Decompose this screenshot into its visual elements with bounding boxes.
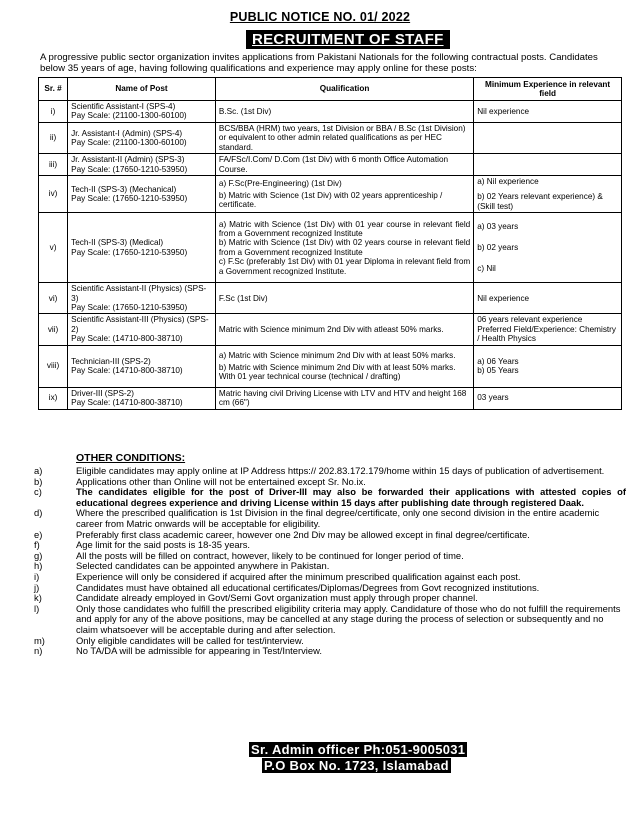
column-header-post: Name of Post [68, 78, 216, 101]
condition-letter: b) [34, 475, 43, 487]
condition-letter: a) [34, 465, 43, 476]
row-post-cell [68, 213, 216, 283]
condition-letter: k) [34, 592, 42, 604]
qualification-text: a) Matric with Science (1st Div) with 01 year course in relevant field from a Government recognized Institute [218, 219, 471, 238]
condition-text: Age limit for the said posts is 18-35 years. [76, 539, 251, 551]
row-experience-cell [474, 122, 622, 153]
qualification-text: Matric with Science minimum 2nd Div with atleast 50% marks. [218, 324, 444, 334]
row-post-cell [68, 314, 216, 345]
row-qualification-cell [215, 213, 473, 283]
row-sr-cell: ii) [39, 122, 68, 153]
condition-letter: n) [34, 645, 43, 657]
condition-text: Only eligible candidates will be called for test/interview. [76, 634, 304, 646]
condition-item [34, 466, 626, 477]
experience-text: a) Nil experience [477, 177, 539, 187]
condition-text: Candidate already employed in Govt/Semi Govt organization must apply through proper channel. [76, 592, 478, 604]
posts-table [38, 77, 622, 410]
row-qualification-cell [215, 122, 473, 153]
qualification-text: c) F.Sc (preferably 1st Div) with 01 year Diploma in relevant field from a Government recognized Institute. [218, 257, 471, 276]
qualification-text: F.Sc (1st Div) [218, 293, 268, 303]
qualification-text: a) F.Sc(Pre-Engineering) (1st Div) [218, 178, 342, 188]
experience-text: Nil experience [477, 293, 530, 303]
condition-letter: h) [34, 560, 43, 572]
table-row [39, 122, 622, 153]
experience-text: a) 03 years [477, 221, 519, 231]
row-qualification-cell [215, 345, 473, 387]
row-qualification-cell [215, 154, 473, 176]
post-name: Driver-III (SPS-2) [71, 388, 134, 398]
condition-letter: d) [34, 507, 43, 519]
condition-letter: e) [34, 528, 43, 540]
condition-item [34, 646, 626, 657]
post-name: Jr. Assistant-I (Admin) (SPS-4) [71, 128, 183, 138]
row-experience-cell [474, 345, 622, 387]
row-post-cell [68, 101, 216, 123]
table-row [39, 387, 622, 409]
post-name: Tech-II (SPS-3) (Medical) [71, 238, 164, 248]
qualification-text: BCS/BBA (HRM) two years, 1st Division or BBA / B.Sc (1st Division) or equivalent to other admin related qualifications as per HEC standard. [218, 123, 466, 152]
row-sr-cell: iv) [39, 176, 68, 213]
condition-text: Preferably first class academic career, however one 2nd Div may be allowed except in final degree/certificate. [76, 528, 530, 540]
table-row [39, 176, 622, 213]
pay-scale: Pay Scale: (17650-1210-53950) [71, 247, 188, 257]
qualification-text: FA/FSc/I.Com/ D.Com (1st Div) with 6 month Office Automation Course. [218, 155, 449, 174]
condition-letter: g) [34, 549, 43, 561]
table-row [39, 213, 622, 283]
row-experience-cell [474, 213, 622, 283]
table-row [39, 154, 622, 176]
intro-paragraph: A progressive public sector organization invites applications from Pakistani Nationals for the following contractual posts. Candidates below 35 years of age, having following qualifications and experience may apply online for these posts: [40, 52, 598, 74]
qualification-text: Matric having civil Driving License with LTV and HTV and height 168 cm (66") [218, 388, 467, 408]
row-post-cell [68, 122, 216, 153]
pay-scale: Pay Scale: (17650-1210-53950) [71, 164, 188, 174]
table-header-row [39, 78, 622, 101]
row-qualification-cell [215, 387, 473, 409]
condition-letter: f) [34, 539, 40, 551]
post-name: Scientific Assistant-III (Physics) (SPS-2) [71, 315, 209, 334]
row-experience-cell [474, 101, 622, 123]
post-name: Scientific Assistant-I (SPS-4) [71, 102, 176, 111]
row-qualification-cell [215, 314, 473, 345]
row-sr-cell: iii) [39, 154, 68, 176]
post-name: Scientific Assistant-II (Physics) (SPS-3) [71, 284, 207, 303]
row-sr-cell: v) [39, 213, 68, 283]
condition-item [34, 487, 626, 508]
table-row [39, 101, 622, 123]
row-experience-cell [474, 314, 622, 345]
experience-text: Nil experience [477, 106, 530, 116]
conditions-list [34, 466, 626, 657]
qualification-text: B.Sc. (1st Div) [218, 106, 272, 116]
post-name: Technician-III (SPS-2) [71, 356, 151, 366]
condition-text: Where the prescribed qualification is 1st Division in the final degree/certificate, only one second division in the entire academic career from Matric onwards will be acceptable for eligibility. [76, 507, 600, 529]
condition-text: Experience will only be considered if acquired after the minimum prescribed qualification against each post. [76, 570, 521, 582]
row-sr-cell: i) [39, 101, 68, 123]
pay-scale: Pay Scale: (14710-800-38710) [71, 398, 183, 408]
post-name: Tech-II (SPS-3) (Mechanical) [71, 184, 177, 194]
condition-letter: l) [34, 602, 40, 614]
row-post-cell [68, 176, 216, 213]
condition-text: Selected candidates can be appointed anywhere in Pakistan. [76, 560, 330, 572]
contact-address: P.O Box No. 1723, Islamabad [264, 758, 449, 773]
condition-item [34, 572, 626, 583]
column-header-sr: Sr. # [39, 78, 68, 101]
row-experience-cell [474, 387, 622, 409]
row-qualification-cell [215, 101, 473, 123]
pay-scale: Pay Scale: (14710-800-38710) [71, 366, 183, 376]
condition-text: The candidates eligible for the post of Driver-III may also be forwarded their applications with attested copies of educational degrees experience and driving License within 15 days after publishing date through registered Daak. [76, 486, 626, 508]
experience-text: 06 years relevant experience Preferred Field/Experience: Chemistry / Health Physics [477, 315, 617, 344]
row-sr-cell: viii) [39, 345, 68, 387]
contact-phone: Sr. Admin officer Ph:051-9005031 [251, 742, 466, 757]
row-sr-cell: vi) [39, 283, 68, 314]
condition-text: No TA/DA will be admissible for appearing in Test/Interview. [76, 645, 322, 657]
condition-item [34, 604, 626, 636]
condition-text: Candidates must have obtained all educational certificates/Diplomas/Degrees from Govt recognized institutions. [76, 581, 540, 593]
condition-letter: i) [34, 570, 40, 582]
row-experience-cell [474, 176, 622, 213]
condition-letter: c) [34, 486, 42, 498]
row-experience-cell [474, 283, 622, 314]
pay-scale: Pay Scale: (21100-1300-60100) [71, 111, 187, 121]
experience-text: a) 06 Years [477, 356, 519, 366]
row-post-cell [68, 387, 216, 409]
pay-scale: Pay Scale: (17650-1210-53950) [71, 194, 188, 204]
condition-text: Only those candidates who fulfill the prescribed eligibility criteria may apply. Candidature of those who do not fulfill the requirements and apply for any of the above positions, may be cancelled at any stage during the process of selection or subsequently and no claim whatsoever will be acceptable during and after selection. [76, 602, 621, 635]
experience-text: 03 years [477, 393, 509, 403]
table-row [39, 283, 622, 314]
page-title: RECRUITMENT OF STAFF [246, 30, 450, 49]
row-post-cell [68, 154, 216, 176]
condition-text: Applications other than Online will not be entertained except Sr. No.ix. [76, 475, 366, 487]
condition-item [34, 508, 626, 529]
notice-number: PUBLIC NOTICE NO. 01/ 2022 [229, 10, 411, 24]
row-sr-cell: ix) [39, 387, 68, 409]
pay-scale: Pay Scale: (21100-1300-60100) [71, 137, 187, 147]
condition-letter: m) [34, 634, 45, 646]
condition-text: All the posts will be filled on contract, however, likely to be continued for longer period of time. [76, 549, 464, 561]
pay-scale: Pay Scale: (14710-800-38710) [71, 334, 183, 344]
table-row [39, 345, 622, 387]
qualification-text: b) Matric with Science minimum 2nd Div with at least 50% marks. With 01 year technical course (technical / drafting) [218, 362, 456, 382]
post-name: Jr. Assistant-II (Admin) (SPS-3) [71, 155, 185, 165]
row-qualification-cell [215, 283, 473, 314]
qualification-text: b) Matric with Science (1st Div) with 02 years apprenticeship / certificate. [218, 190, 443, 210]
column-header-qualification: Qualification [215, 78, 473, 101]
row-experience-cell [474, 154, 622, 176]
other-conditions-title: OTHER CONDITIONS: [76, 452, 186, 464]
row-post-cell [68, 283, 216, 314]
condition-text: Eligible candidates may apply online at IP Address https:// 202.83.172.179/home within 15 days of publication of advertisement. [76, 465, 605, 476]
column-header-experience: Minimum Experience in relevant field [474, 78, 622, 101]
experience-text: b) 05 Years [477, 366, 519, 376]
experience-text: c) Nil [477, 264, 496, 274]
table-row [39, 314, 622, 345]
qualification-text: a) Matric with Science minimum 2nd Div with at least 50% marks. [218, 350, 456, 360]
experience-text: b) 02 Years relevant experience) & (Skill test) [477, 192, 603, 211]
pay-scale: Pay Scale: (17650-1210-53950) [71, 303, 188, 313]
experience-text: b) 02 years [477, 243, 519, 253]
row-post-cell [68, 345, 216, 387]
qualification-text: b) Matric with Science (1st Div) with 02 years course in relevant field from a Government recognized Institute [218, 238, 471, 257]
row-sr-cell: vii) [39, 314, 68, 345]
row-qualification-cell [215, 176, 473, 213]
condition-letter: j) [34, 581, 40, 593]
